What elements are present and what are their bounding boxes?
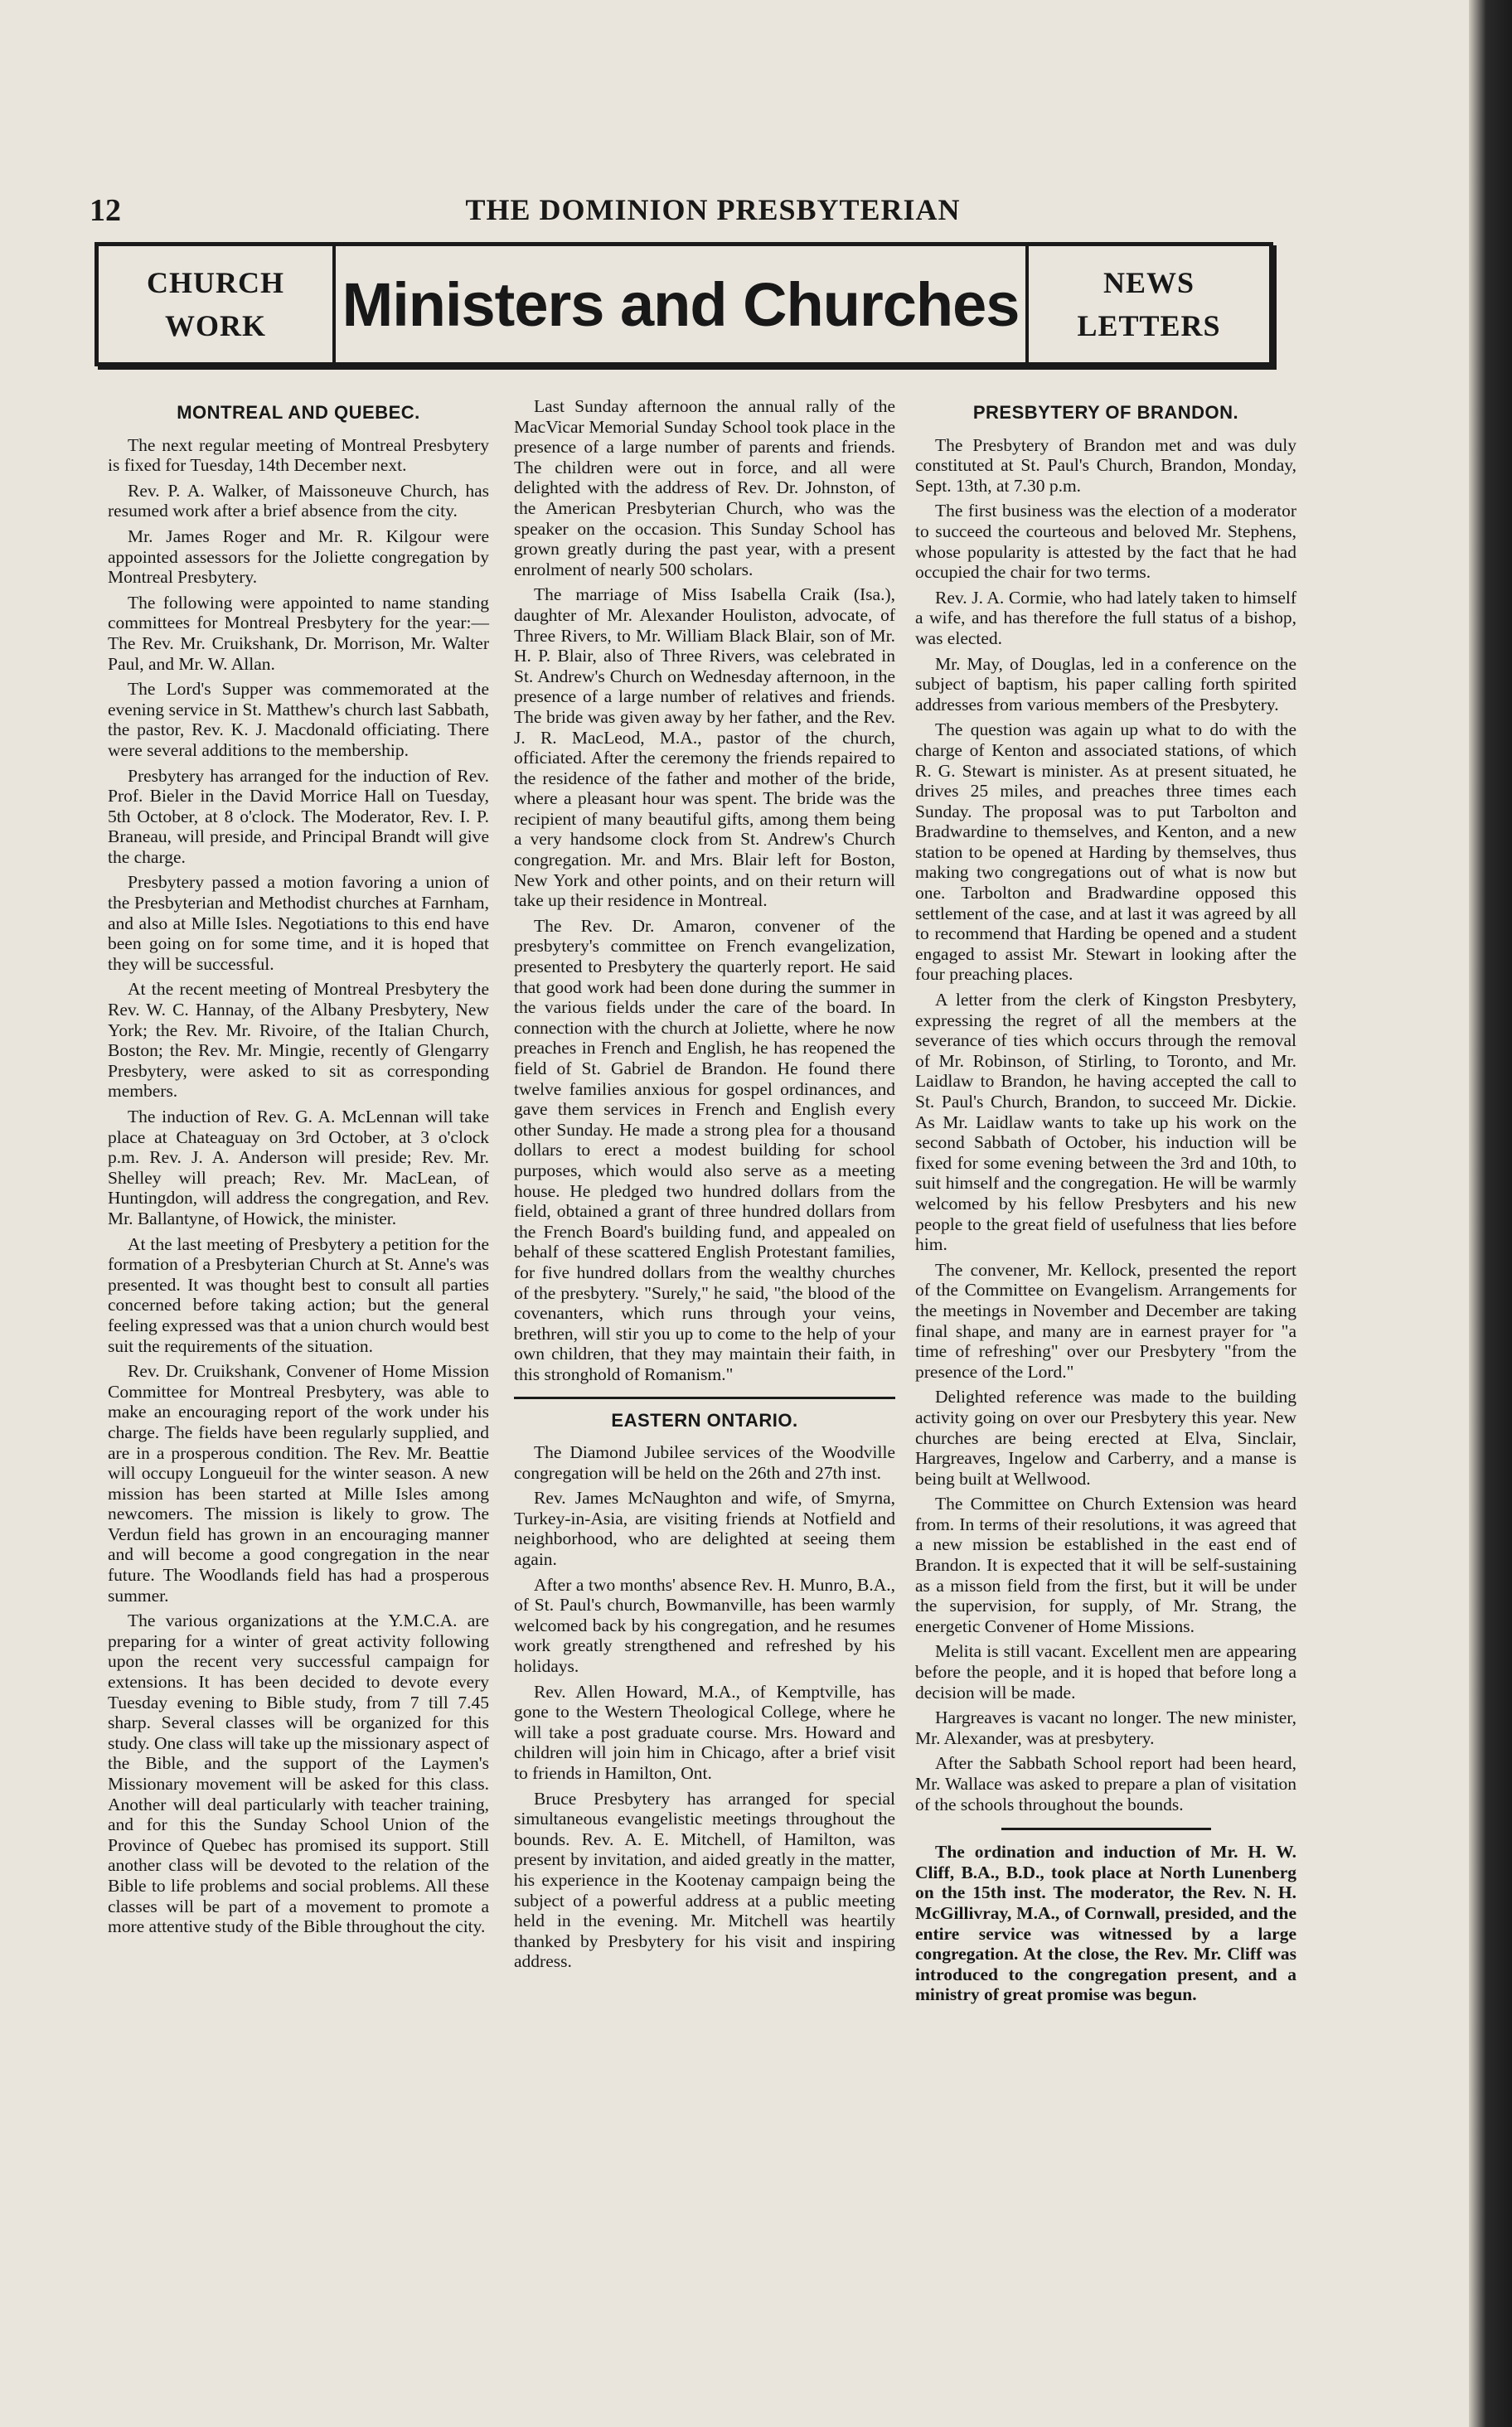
article-paragraph: Delighted reference was made to the building activity going on over our Presbytery this year. New churches are being erected at Elva, Sinclair, Hargreaves, Ingelow and Carberry, and a manse is being built at Wellwood.	[915, 1387, 1296, 1489]
article-paragraph: The marriage of Miss Isabella Craik (Isa.), daughter of Mr. Alexander Houliston, advocate, of Three Rivers, to Mr. William Black Blair, son of Mr. H. P. Blair, also of Three Rivers, was celebrated in St. Andrew's Church on Wednesday afternoon, in the presence of a large number of relatives and friends. The bride was given away by her father, and the Rev. J. R. MacLeod, M.A., pastor of the church, officiated. After the ceremony the friends repaired to the residence of the father and mother of the bride, where a pleasant hour was spent. The bride was the recipient of many beautiful gifts, among them being a very handsome clock from St. Andrew's Church congregation. Mr. and Mrs. Blair left for Boston, New York and other points, and on their return will take up their residence in Montreal.	[514, 584, 895, 911]
section-divider	[1001, 1828, 1211, 1830]
masthead-right-line1: NEWS	[1102, 265, 1195, 299]
article-paragraph: The Presbytery of Brandon met and was duly constituted at St. Paul's Church, Brandon, Monday, Sept. 13th, at 7.30 p.m.	[915, 434, 1296, 496]
article-paragraph: The next regular meeting of Montreal Presbytery is fixed for Tuesday, 14th December next.	[108, 434, 489, 476]
article-paragraph: Bruce Presbytery has arranged for special simultaneous evangelistic meetings throughout the bounds. Rev. A. E. Mitchell, of Hamilton, was present by invitation, and aided greatly in the matter, his experience in the Kootenay campaign being the subject of a powerful address at a public meeting held in the evening. Mr. Mitchell was heartily thanked by Presbytery for his visit and inspiring address.	[514, 1788, 895, 1972]
article-paragraph: Melita is still vacant. Excellent men are appearing before the people, and it is hoped that before long a decision will be made.	[915, 1641, 1296, 1703]
article-paragraph-ordination: The ordination and induction of Mr. H. W. Cliff, B.A., B.D., took place at North Lunenberg on the 15th inst. The moderator, the Rev. N. H. McGillivray, M.A., of Cornwall, presided, and the entire service was witnessed by a large congregation. At the close, the Rev. Mr. Cliff was introduced to the congregation present, and a ministry of great promise was begun.	[915, 1842, 1296, 2005]
article-paragraph: Rev. P. A. Walker, of Maissoneuve Church, has resumed work after a brief absence from the city.	[108, 480, 489, 521]
article-paragraph: The first business was the election of a moderator to succeed the courteous and beloved Mr. Stephens, whose popularity is attested by the fact that he had occupied the chair for two terms.	[915, 501, 1296, 583]
article-paragraph: Mr. James Roger and Mr. R. Kilgour were appointed assessors for the Joliette congregation by Montreal Presbytery.	[108, 526, 489, 588]
article-paragraph: The convener, Mr. Kellock, presented the report of the Committee on Evangelism. Arrangements for the meetings in November and December are taking final shape, and many are in earnest prayer for "a time of refreshing" over our Presbytery "from the presence of the Lord."	[915, 1259, 1296, 1382]
article-paragraph: Hargreaves is vacant no longer. The new minister, Mr. Alexander, was at presbytery.	[915, 1708, 1296, 1748]
column-montreal-quebec	[108, 396, 489, 1942]
article-paragraph: Presbytery has arranged for the induction of Rev. Prof. Bieler in the David Morrice Hall on Tuesday, 5th October, at 8 o'clock. The Moderator, Rev. I. P. Braneau, will preside, and Principal Brandt will give the charge.	[108, 765, 489, 867]
article-paragraph: At the recent meeting of Montreal Presbytery the Rev. W. C. Hannay, of the Albany Presbytery, New York; the Rev. Mr. Rivoire, of the Italian Church, Boston; the Rev. Mr. Mingie, recently of Glengarry Presbytery, were asked to sit as corresponding members.	[108, 979, 489, 1102]
article-paragraph: The Lord's Supper was commemorated at the evening service in St. Matthew's church last Sabbath, the pastor, Rev. K. J. Macdonald officiating. There were several additions to the membership.	[108, 679, 489, 760]
article-paragraph: The Committee on Church Extension was heard from. In terms of their resolutions, it was agreed that a new mission be established in the east end of Brandon. It is expected that it will be self-sustaining as a misson field from the first, but it will be under the supervision, for supply, of Mr. Strang, the energetic Convener of Home Missions.	[915, 1494, 1296, 1636]
page-number: 12	[90, 193, 121, 228]
masthead-left-box	[99, 246, 336, 362]
section-heading-montreal-quebec: MONTREAL AND QUEBEC.	[177, 402, 420, 423]
article-paragraph: At the last meeting of Presbytery a petition for the formation of a Presbyterian Church at St. Anne's was presented. It was thought best to consult all parties concerned before taking action; but the general feeling expressed was that a union church would best suit the requirements of the situation.	[108, 1233, 489, 1356]
article-paragraph: Presbytery passed a motion favoring a union of the Presbyterian and Methodist churches at Farnham, and also at Mille Isles. Negotiations to this end have been going on for some time, and it is hoped that they will be successful.	[108, 872, 489, 974]
masthead-left-line1: CHURCH	[147, 265, 284, 299]
article-paragraph: After the Sabbath School report had been heard, Mr. Wallace was asked to prepare a plan of visitation of the schools throughout the bounds.	[915, 1753, 1296, 1814]
article-paragraph: Rev. Allen Howard, M.A., of Kemptville, has gone to the Western Theological College, where he will take a post graduate course. Mrs. Howard and children will join him in Chicago, after a brief visit to friends in Hamilton, Ont.	[514, 1681, 895, 1783]
section-heading-brandon: PRESBYTERY OF BRANDON.	[972, 402, 1239, 423]
article-paragraph: A letter from the clerk of Kingston Presbytery, expressing the regret of all the members at the severance of ties which occurs through the removal of Mr. Robinson, of Stirling, to Toronto, and Mr. Laidlaw to Brandon, he having accepted the call to St. Paul's Church, Brandon, to succeed Mr. Dickie. As Mr. Laidlaw wants to take up his work on the second Sabbath of October, his induction will be fixed for some evening between the 3rd and 10th, to suit himself and the congregation. He will be warmly welcomed by his fellow Presbyters and his new people to the great field of usefulness that lies before him.	[915, 990, 1296, 1255]
masthead-right-line2: LETTERS	[1077, 309, 1221, 342]
article-paragraph: The Diamond Jubilee services of the Woodville congregation will be held on the 26th and 27th inst.	[514, 1442, 895, 1483]
article-paragraph: The Rev. Dr. Amaron, convener of the presbytery's committee on French evangelization, presented to Presbytery the quarterly report. He said that good work had been done during the summer in the various fields under the care of the board. In connection with the church at Joliette, where he now preaches in French and English, he has reopened the field of St. Gabriel de Brandon. He found there twelve families anxious for gospel ordinances, and gave them services in French and English every other Sunday. He made a strong plea for a thousand dollars to erect a modest building for school purposes, which would also serve as a meeting house. He pledged two hundred dollars from the field, obtained a grant of three hundred dollars from the French Board's building fund, and appealed on behalf of these scattered English Protestant families, for five hundred dollars from the wealthy churches of the presbytery. "Surely," he said, "the blood of the covenanters, which runs through your veins, brethren, will stir you up to come to the help of your own children, that they may maintain their faith, in this stronghold of Romanism."	[514, 915, 895, 1384]
article-paragraph: Mr. May, of Douglas, led in a conference on the subject of baptism, his paper calling forth spirited addresses from various members of the Presbytery.	[915, 653, 1296, 715]
running-head: THE DOMINION PRESBYTERIAN	[465, 193, 961, 226]
masthead-title: Ministers and Churches	[342, 269, 1020, 339]
article-paragraph: Rev. J. A. Cormie, who had lately taken to himself a wife, and has therefore the full status of a bishop, was elected.	[915, 587, 1296, 648]
article-paragraph: Rev. James McNaughton and wife, of Smyrna, Turkey-in-Asia, are visiting friends at Notfield and neighborhood, who are delighted at seeing them again.	[514, 1488, 895, 1570]
column-middle	[514, 396, 895, 1977]
article-paragraph: The following were appointed to name standing committees for Montreal Presbytery for the year:—The Rev. Mr. Cruikshank, Dr. Morrison, Mr. Walter Paul, and Mr. W. Allan.	[108, 592, 489, 674]
column-presbytery-brandon	[915, 396, 1296, 2010]
article-paragraph: After a two months' absence Rev. H. Munro, B.A., of St. Paul's church, Bowmanville, has been warmly welcomed back by his congregation, and he resumes work greatly strengthened and refreshed by his holidays.	[514, 1574, 895, 1677]
article-paragraph: Rev. Dr. Cruikshank, Convener of Home Mission Committee for Montreal Presbytery, was able to make an encouraging report of the work under his charge. The fields have been regularly supplied, and are in a prosperous condition. The Rev. Mr. Beattie will occupy Longueuil for the winter season. A new mission has been started at Mille Isles among newcomers. The mission is likely to grow. The Verdun field has grown in an encouraging manner and will become a good congregation in the near future. The Woodlands field has had a prosperous summer.	[108, 1361, 489, 1606]
section-heading-eastern-ontario: EASTERN ONTARIO.	[514, 1397, 895, 1431]
masthead-left-line2: WORK	[164, 309, 266, 342]
article-paragraph: The various organizations at the Y.M.C.A. are preparing for a winter of great activity following upon the recent very successful campaign for extensions. It has been decided to devote every Tuesday evening to Bible study, from 7 till 7.45 sharp. Several classes will be organized for this study. One class will take up the missionary aspect of the Bible, and the support of the Laymen's Missionary movement will be asked for this class. Another will deal particularly with teacher training, and for this the Sunday School Union of the Province of Quebec has promised its support. Still another class will be devoted to the relation of the Bible to life problems and social problems. All these classes will be part of a movement to promote a more attentive study of the Bible throughout the city.	[108, 1611, 489, 1937]
article-paragraph: The induction of Rev. G. A. McLennan will take place at Chateaguay on 3rd October, at 3 o'clock p.m. Rev. J. A. Anderson will preside; Rev. Mr. Shelley will preach; Rev. Mr. MacLean, of Huntingdon, will address the congregation, and Rev. Mr. Ballantyne, of Howick, the minister.	[108, 1107, 489, 1228]
article-paragraph: Last Sunday afternoon the annual rally of the MacVicar Memorial Sunday School took place in the presence of a large number of parents and friends. The children were out in force, and all were delighted with the address of Rev. Dr. Johnston, of the American Presbyterian Church, who was the speaker on the occasion. This Sunday School has grown greatly during the past year, with a present enrolment of nearly 500 scholars.	[514, 396, 895, 579]
page-edge-shadow	[1469, 0, 1512, 2427]
masthead-right-box	[1025, 246, 1269, 362]
masthead-banner	[94, 242, 1273, 366]
article-paragraph: The question was again up what to do with the charge of Kenton and associated stations, of which R. G. Stewart is minister. As at present situated, he drives 25 miles, and preaches three times each Sunday. The proposal was to put Tarbolton and Bradwardine to themselves, and Kenton, and a new station to be opened at Harding by themselves, thus making two congregations out of what is now but one. Tarbolton and Bradwardine opposed this settlement of the case, and at last it was agreed by all to recommend that Harding be opened and a student engaged to assist Mr. Stewart in looking after the four preaching places.	[915, 719, 1296, 985]
